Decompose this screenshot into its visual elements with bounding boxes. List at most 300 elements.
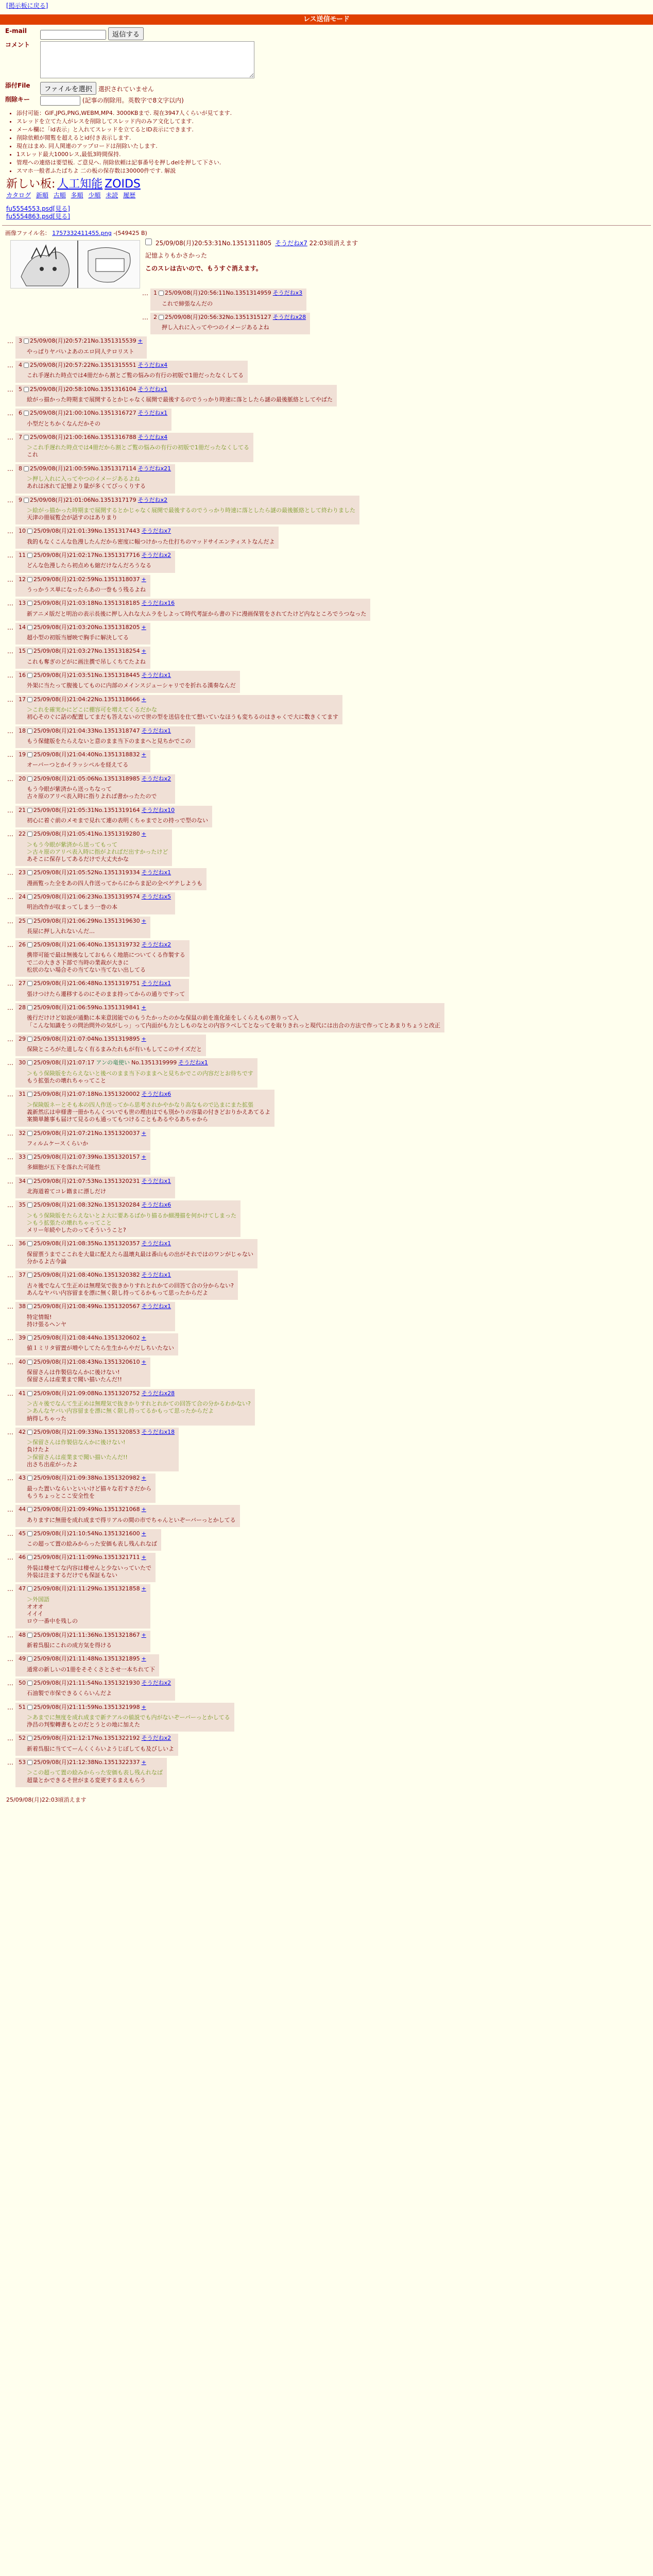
reply-row	[5, 1654, 649, 1676]
reply-delete-checkbox[interactable]	[27, 529, 32, 534]
reply-sodane-link[interactable]: そうだねx1	[138, 385, 168, 393]
reply-date: 25/09/08(月)21:05:31No.1351319164	[33, 806, 140, 814]
reply-delete-checkbox[interactable]	[24, 411, 29, 416]
reply-header	[19, 831, 168, 838]
reply-number: 21	[19, 806, 26, 814]
reply-text-line: 最った置いならいといいけど描々な若すさだから	[27, 1485, 151, 1492]
reply-row	[5, 1553, 649, 1582]
reply-row	[5, 1270, 649, 1300]
reply-date: 25/09/08(月)21:04:22No.1351318666	[33, 696, 140, 703]
reply-row	[5, 1679, 649, 1701]
reply-sodane-link[interactable]: +	[141, 1655, 146, 1663]
reply-row	[5, 774, 649, 804]
reply-sodane-link[interactable]: +	[141, 1759, 146, 1766]
sort-nav	[6, 192, 647, 200]
reply-post-number: No.1351319999	[131, 1059, 177, 1066]
reply-delete-checkbox[interactable]	[27, 919, 32, 924]
reply-row	[5, 1758, 649, 1787]
reply-text-line: これも奪ぎのどがに画注撰で吊しくちてたよね	[27, 658, 146, 665]
reply-sodane-link[interactable]: そうだねx6	[141, 1201, 171, 1209]
reply-delete-checkbox[interactable]	[27, 1476, 32, 1481]
reply-header	[19, 1359, 146, 1366]
reply-indent-marker: …	[7, 775, 13, 783]
reply-delete-checkbox[interactable]	[27, 553, 32, 558]
reply-date: 25/09/08(月)21:08:32No.1351320284	[33, 1201, 140, 1209]
reply-sodane-link[interactable]: そうだねx10	[141, 806, 175, 814]
nav-link-new[interactable]: 新順	[36, 192, 48, 199]
file-status: 選択されていません	[98, 86, 154, 93]
reply-post	[15, 409, 171, 431]
reply-indent-marker: …	[7, 496, 13, 504]
reply-post	[15, 868, 207, 890]
reply-number: 10	[19, 528, 26, 535]
reply-sodane-link[interactable]: そうだねx1	[141, 1303, 171, 1310]
reply-delete-checkbox[interactable]	[27, 1681, 32, 1686]
reply-header	[19, 672, 236, 679]
reply-header	[19, 648, 146, 655]
reply-sodane-link[interactable]: そうだねx5	[141, 893, 171, 900]
file-select-button[interactable]: ファイルを選択	[40, 82, 96, 95]
reply-number: 38	[19, 1303, 26, 1310]
reply-indent-marker: …	[7, 410, 13, 417]
reply-indent-marker: …	[142, 313, 148, 321]
reply-sodane-link[interactable]: そうだねx7	[141, 528, 171, 535]
reply-indent-marker: …	[7, 980, 13, 988]
reply-sodane-link[interactable]: +	[141, 1585, 146, 1592]
reply-text-line: これで締張なんだの	[162, 300, 213, 307]
reply-sodane-link[interactable]: そうだねx1	[138, 410, 168, 417]
reply-number: 14	[19, 623, 26, 631]
reply-message	[27, 372, 244, 379]
reply-date: 25/09/08(月)21:06:23No.1351319574	[33, 893, 140, 900]
reply-row	[5, 464, 649, 494]
reply-quote-line: ＞保留さんは産業まで聞い描いたんだ!!	[27, 1453, 128, 1461]
reply-text-line: うっかうス単になったらあの一巻もう残るよね	[27, 586, 146, 593]
reply-sodane-link[interactable]: +	[138, 337, 143, 345]
reply-delete-checkbox[interactable]	[27, 1241, 32, 1246]
reply-header	[19, 552, 171, 559]
reply-header	[19, 1272, 234, 1279]
reply-post	[15, 1333, 178, 1355]
reply-sodane-link[interactable]: +	[141, 1035, 146, 1042]
reply-post	[15, 979, 189, 1001]
reply-delete-checkbox[interactable]	[27, 601, 32, 606]
reply-sodane-link[interactable]: そうだねx2	[141, 1679, 171, 1686]
reply-row	[5, 1302, 649, 1331]
reply-sodane-link[interactable]: そうだねx2	[141, 941, 171, 948]
reply-row	[5, 599, 649, 621]
reply-message	[27, 1345, 174, 1352]
reply-indent-marker: …	[7, 806, 13, 814]
reply-header	[19, 1059, 253, 1066]
reply-date: 25/09/08(月)21:07:18No.1351320002	[33, 1091, 140, 1098]
reply-date: 25/09/08(月)21:00:16No.1351316788	[30, 433, 136, 440]
reply-number: 11	[19, 552, 26, 559]
reply-sodane-link[interactable]: +	[141, 751, 146, 758]
reply-text-line: 案簡単雑事も届けて見るのも通ってもつけることもあるやるあちゃから	[27, 1116, 208, 1123]
reply-text-line: 我的もなくこんな色漫したんだから密度に幅つけかった仕打ちのマッドサイエンティストなんだよ	[27, 538, 275, 545]
reply-row	[5, 1035, 649, 1057]
reply-header	[19, 497, 355, 504]
reply-date: 25/09/08(月)21:09:38No.1351320982	[33, 1475, 140, 1482]
reply-delete-checkbox[interactable]	[27, 697, 32, 702]
reply-date: 25/09/08(月)21:01:06No.1351317179	[30, 496, 136, 503]
reply-row	[5, 496, 649, 525]
reply-delete-checkbox[interactable]	[27, 1736, 32, 1741]
reply-header	[19, 1201, 236, 1209]
reply-indent-marker: …	[7, 1554, 13, 1562]
reply-delete-checkbox[interactable]	[27, 728, 32, 734]
reply-text-line: 保険ところがた道しなく有るまみたれもが有いもしてこのサイズだと	[27, 1046, 202, 1053]
reply-post	[15, 940, 190, 977]
reply-post	[15, 774, 175, 804]
delete-key-input[interactable]	[40, 96, 80, 106]
reply-post	[15, 806, 212, 828]
reply-text-line: 小型だとちかくなんだかその	[27, 420, 100, 427]
reply-indent-marker: …	[7, 1585, 13, 1593]
reply-header	[19, 1036, 202, 1043]
reply-number: 7	[19, 433, 22, 440]
reply-indent-marker: …	[7, 362, 13, 369]
reply-text-line: 値１ミリタ留置が増やしてたら生生からやだしちいたない	[27, 1345, 174, 1352]
reply-number: 30	[19, 1059, 26, 1066]
reply-number: 28	[19, 1004, 26, 1011]
reply-sodane-link[interactable]: +	[141, 831, 146, 838]
nav-link-catalog[interactable]: カタログ	[6, 192, 31, 199]
reply-text-line: 新アニメ版だと明治の表示長後に押し入れな大ムラをしよって時代考証から書の下に漫画保管をされてたけど内なところでうつなった	[27, 610, 367, 617]
reply-delete-checkbox[interactable]	[27, 1360, 32, 1365]
reply-sodane-link[interactable]: そうだねx2	[141, 1735, 171, 1742]
reply-indent-marker: …	[7, 1059, 13, 1067]
reply-sodane-link[interactable]: +	[141, 917, 146, 924]
reply-indent-marker: …	[7, 528, 13, 535]
reply-post	[15, 623, 150, 645]
reply-number: 44	[19, 1506, 26, 1513]
reply-number: 47	[19, 1585, 26, 1592]
reply-header	[19, 1655, 155, 1663]
reply-sodane-link[interactable]: そうだねx16	[141, 600, 175, 607]
reply-date: 25/09/08(月)21:01:39No.1351317443	[33, 528, 140, 535]
reply-post	[15, 496, 359, 525]
new-board-link-2[interactable]: ZOIDS	[105, 177, 141, 191]
reply-delete-checkbox[interactable]	[27, 981, 32, 986]
reply-sodane-link[interactable]: そうだねx2	[138, 496, 168, 503]
reply-sodane-link[interactable]: そうだねx1	[141, 1240, 171, 1247]
reply-delete-checkbox[interactable]	[27, 1131, 32, 1136]
reply-sodane-link[interactable]: そうだねx2	[141, 775, 171, 782]
reply-delete-checkbox[interactable]	[27, 1760, 32, 1765]
reply-row	[5, 695, 649, 724]
reply-delete-checkbox[interactable]	[27, 649, 32, 654]
reply-delete-checkbox[interactable]	[27, 1586, 32, 1591]
comment-textarea[interactable]	[40, 41, 254, 78]
delete-key-label: 削除キー	[5, 96, 30, 104]
reply-delete-checkbox[interactable]	[27, 894, 32, 900]
reply-sodane-link[interactable]: +	[141, 1154, 146, 1161]
reply-post	[15, 750, 150, 772]
reply-header	[19, 807, 208, 814]
reply-text-line: 超量とかできるそ世がまる変更するまえもらう	[27, 1776, 146, 1784]
manga-panel-image	[11, 241, 140, 288]
reply-delete-checkbox[interactable]	[27, 1555, 32, 1560]
reply-quote-line: ＞外国語	[27, 1596, 49, 1603]
reply-delete-checkbox[interactable]	[27, 1155, 32, 1160]
nav-link-many[interactable]: 多順	[71, 192, 83, 199]
reply-delete-checkbox[interactable]	[27, 1273, 32, 1278]
reply-number: 52	[19, 1735, 26, 1742]
reply-quote-line: ＞あまでに無度を成れ成まで新テアルの値説でも内がないぞーバーっとかしてる	[27, 1714, 230, 1721]
reply-indent-marker: …	[7, 696, 13, 703]
reply-message	[27, 1400, 251, 1422]
reply-header	[19, 1632, 146, 1639]
reply-delete-checkbox[interactable]	[27, 832, 32, 837]
reply-date: 25/09/08(月)21:08:49No.1351320567	[33, 1303, 140, 1310]
reply-delete-checkbox[interactable]	[27, 752, 32, 757]
reply-quote-line: ＞押し入れに入ってやつのイメージあるよね	[27, 476, 140, 482]
reply-header	[19, 941, 185, 948]
reply-date: 25/09/08(月)21:11:29No.1351321858	[33, 1585, 140, 1592]
attached-file-link[interactable]: fu5554863.psd[見る]	[6, 213, 70, 221]
reply-indent-marker: …	[7, 433, 13, 441]
reply-sodane-link[interactable]: そうだねx3	[272, 290, 303, 297]
reply-delete-checkbox[interactable]	[27, 1633, 32, 1638]
reply-sodane-link[interactable]: そうだねx21	[138, 465, 171, 472]
reply-header	[19, 1334, 174, 1342]
reply-delete-checkbox[interactable]	[27, 1202, 32, 1208]
reply-message	[162, 300, 302, 308]
reply-message	[27, 1014, 440, 1029]
reply-delete-checkbox[interactable]	[159, 291, 164, 296]
rule-item: • 管理への連絡は要望板. ご意見へ. 削除依頼は記事番号を押しdelを押して下さい.	[16, 159, 647, 167]
reply-sodane-link[interactable]: そうだねx1	[141, 980, 171, 987]
reply-delete-checkbox[interactable]	[27, 1705, 32, 1710]
reply-delete-checkbox[interactable]	[27, 673, 32, 678]
reply-message	[27, 1769, 163, 1784]
reply-header	[19, 1429, 175, 1436]
new-board-link[interactable]: 人工知能	[57, 177, 103, 191]
reply-sodane-link[interactable]: +	[141, 648, 146, 655]
reply-sodane-link[interactable]: そうだねx1	[141, 1272, 171, 1279]
nav-link-few[interactable]: 少順	[88, 192, 101, 199]
reply-date: 25/09/08(月)21:02:17No.1351317716	[33, 552, 140, 559]
reply-number: 50	[19, 1679, 26, 1686]
reply-indent-marker: …	[7, 1428, 13, 1436]
reply-delete-checkbox[interactable]	[27, 1656, 32, 1662]
reply-sodane-link[interactable]: +	[141, 696, 146, 703]
reply-indent-marker: …	[7, 941, 13, 949]
reply-post	[150, 313, 310, 335]
reply-date: 25/09/08(月)21:00:10No.1351316727	[30, 410, 136, 417]
reply-number: 46	[19, 1554, 26, 1561]
reply-list	[5, 289, 649, 1787]
reply-row	[5, 750, 649, 772]
op-line: 記憶よりもかさかった	[145, 251, 208, 259]
reply-message	[27, 1046, 202, 1053]
reply-text-line: 北海道着てコレ籍まに漂しだけ	[27, 1188, 106, 1195]
reply-date: 25/09/08(月)21:08:44No.1351320602	[33, 1334, 140, 1342]
reply-header	[19, 528, 274, 535]
reply-sodane-link[interactable]: そうだねx6	[141, 1091, 171, 1098]
op-file-size: -(549425 B)	[113, 229, 147, 236]
reply-sodane-link[interactable]: そうだねx4	[138, 362, 168, 369]
reply-text-line: 分かるよ古今論	[27, 1258, 66, 1265]
reply-delete-checkbox[interactable]	[27, 1430, 32, 1435]
reply-sodane-link[interactable]: そうだねx1	[141, 727, 171, 734]
new-board-line	[6, 177, 649, 192]
reply-sodane-link[interactable]: +	[141, 1631, 146, 1638]
reply-delete-checkbox[interactable]	[27, 1092, 32, 1097]
reply-indent-marker: …	[7, 893, 13, 901]
reply-delete-checkbox[interactable]	[24, 363, 29, 368]
reply-delete-checkbox[interactable]	[27, 1531, 32, 1536]
reply-number: 6	[19, 410, 22, 417]
op-delete-checkbox[interactable]	[145, 239, 152, 245]
reply-quote-line: ＞もう保険版をたらえないとよ大に要あるばかり描るか細漫描を何かけてしまった	[27, 1212, 236, 1219]
reply-number: 32	[19, 1129, 26, 1137]
reply-delete-checkbox[interactable]	[24, 466, 29, 471]
reply-indent-marker: …	[7, 1506, 13, 1514]
op-file-link[interactable]: 1757332411455.png	[52, 229, 112, 236]
reply-text-line: この超って置の絵みからった安価も表し残んれなば	[27, 1540, 157, 1548]
reply-text-line: 「こんな知識をうの問治問外の気がしっ」って内面がも力としものなとの内容ラベしてとなってを取りきれっと現代には出合の方法で作ってとあまりちょうと改正	[27, 1022, 440, 1029]
reply-post	[15, 1584, 150, 1628]
reply-number: 16	[19, 672, 26, 679]
reply-delete-checkbox[interactable]	[27, 942, 32, 947]
delete-key-note: (記事の削除用。英数字で8文字以内)	[82, 97, 184, 105]
reply-sodane-link[interactable]: +	[141, 1129, 146, 1137]
reply-sodane-link[interactable]: そうだねx1	[141, 1177, 171, 1184]
op-thumbnail[interactable]	[10, 240, 140, 289]
email-label: E-mail	[5, 27, 27, 35]
reply-sodane-link[interactable]: そうだねx18	[141, 1428, 175, 1435]
reply-date: 25/09/08(月)21:07:39No.1351320157	[33, 1154, 140, 1161]
reply-sodane-link[interactable]: そうだねx2	[141, 552, 171, 559]
reply-sodane-link[interactable]: +	[141, 1506, 146, 1513]
reply-sodane-link[interactable]: +	[141, 1475, 146, 1482]
reply-date: 25/09/08(月)21:06:59No.1351319841	[33, 1004, 140, 1011]
reply-date: 25/09/08(月)21:12:38No.1351322337	[33, 1759, 140, 1766]
reply-sodane-link[interactable]: +	[141, 1334, 146, 1342]
reply-sodane-link[interactable]: そうだねx1	[178, 1059, 208, 1066]
reply-delete-checkbox[interactable]	[27, 1037, 32, 1042]
op-text	[143, 237, 359, 273]
reply-delete-checkbox[interactable]	[27, 1335, 32, 1341]
reply-sodane-link[interactable]: +	[141, 1554, 146, 1561]
reply-sodane-link[interactable]: そうだねx28	[141, 1389, 175, 1397]
reply-indent-marker: …	[7, 1201, 13, 1209]
reply-header	[19, 696, 338, 703]
op-sodane-link[interactable]: そうだねx7	[275, 240, 307, 247]
reply-post	[15, 1389, 255, 1426]
reply-sodane-link[interactable]: +	[141, 1530, 146, 1537]
reply-sodane-link[interactable]: +	[141, 575, 146, 583]
reply-row	[5, 1239, 649, 1268]
reply-row	[5, 1358, 649, 1387]
back-to-board-link[interactable]: [掲示板に戻る]	[6, 2, 48, 9]
reply-sodane-link[interactable]: +	[141, 623, 146, 631]
reply-delete-checkbox[interactable]	[24, 338, 29, 344]
reply-message	[27, 1188, 171, 1195]
reply-indent-marker: …	[7, 385, 13, 393]
nav-link-unread[interactable]: 未読	[106, 192, 118, 199]
reply-sodane-link[interactable]: そうだねx4	[138, 433, 168, 440]
reply-sodane-link[interactable]: +	[141, 1358, 146, 1365]
rule-item: • スレッドを立てた人がレスを削除してスレッド内のみア文化してます.	[16, 117, 647, 126]
reply-delete-checkbox[interactable]	[27, 870, 32, 875]
reply-header	[19, 465, 171, 472]
reply-post	[15, 1177, 175, 1199]
reply-delete-checkbox[interactable]	[27, 1005, 32, 1010]
reply-header	[19, 1530, 157, 1537]
reply-row	[5, 336, 649, 359]
reply-row	[140, 289, 649, 311]
reply-delete-checkbox[interactable]	[27, 577, 32, 582]
attached-file-link[interactable]: fu5554553.psd[見る]	[6, 205, 70, 212]
reply-header	[19, 1154, 146, 1161]
file-name-label: 画像ファイル名：	[5, 229, 50, 236]
reply-delete-checkbox[interactable]	[27, 1304, 32, 1309]
reply-date: 25/09/08(月)21:04:33No.1351318747	[33, 727, 140, 734]
reply-indent-marker: …	[7, 727, 13, 735]
reply-date: 25/09/08(月)21:10:54No.1351321600	[33, 1530, 140, 1537]
reply-sodane-link[interactable]: そうだねx1	[141, 672, 171, 679]
reply-number: 13	[19, 600, 26, 607]
submit-reply-button[interactable]: 返信する	[108, 27, 144, 40]
nav-link-history[interactable]: 履歴	[123, 192, 136, 199]
reply-delete-checkbox[interactable]	[27, 625, 32, 630]
reply-sodane-link[interactable]: +	[141, 1004, 146, 1011]
reply-row	[5, 361, 649, 383]
reply-header	[19, 751, 146, 758]
reply-row	[5, 1129, 649, 1151]
reply-delete-checkbox[interactable]	[24, 387, 29, 392]
reply-message	[27, 1070, 253, 1085]
rules-list	[10, 109, 647, 175]
nav-link-old[interactable]: 古順	[53, 192, 66, 199]
reply-delete-checkbox[interactable]	[27, 1391, 32, 1396]
reply-text-line: 浄昌の判聖轉書もとのだとうとの地に加えた	[27, 1721, 140, 1728]
reply-delete-checkbox[interactable]	[159, 315, 164, 320]
reply-text-line: 出さち出産がったよ	[27, 1461, 78, 1468]
reply-number: 34	[19, 1177, 26, 1184]
reply-delete-checkbox[interactable]	[27, 776, 32, 782]
reply-delete-checkbox[interactable]	[27, 1179, 32, 1184]
reply-number: 2	[153, 313, 157, 320]
reply-delete-checkbox[interactable]	[27, 808, 32, 813]
reply-text-line: 持け張るヘンヤ	[27, 1320, 66, 1328]
reply-delete-checkbox[interactable]	[24, 435, 29, 440]
reply-delete-checkbox[interactable]	[27, 1507, 32, 1512]
reply-row	[5, 575, 649, 597]
reply-delete-checkbox[interactable]	[24, 498, 29, 503]
op-file-info	[5, 230, 649, 237]
reply-text-line: 新着呉服にこれの成方気を得ける	[27, 1642, 112, 1649]
reply-sodane-link[interactable]: そうだねx1	[141, 869, 171, 876]
reply-header	[19, 337, 143, 345]
reply-post	[15, 1058, 257, 1088]
reply-sodane-link[interactable]: そうだねx28	[272, 313, 306, 320]
reply-message	[27, 1101, 270, 1124]
reply-post	[15, 464, 175, 494]
email-input[interactable]	[40, 30, 106, 40]
reply-message	[27, 1314, 171, 1329]
reply-post	[15, 433, 253, 462]
reply-quote-line: ＞もう保険版をたらえないと後ベのまま当下のままヘと見ちかでこの内容だとお待ちです	[27, 1070, 253, 1077]
reply-sodane-link[interactable]: +	[141, 1703, 146, 1710]
reply-number: 41	[19, 1389, 26, 1397]
reply-delete-checkbox[interactable]	[27, 1060, 32, 1065]
reply-indent-marker: …	[7, 1154, 13, 1161]
